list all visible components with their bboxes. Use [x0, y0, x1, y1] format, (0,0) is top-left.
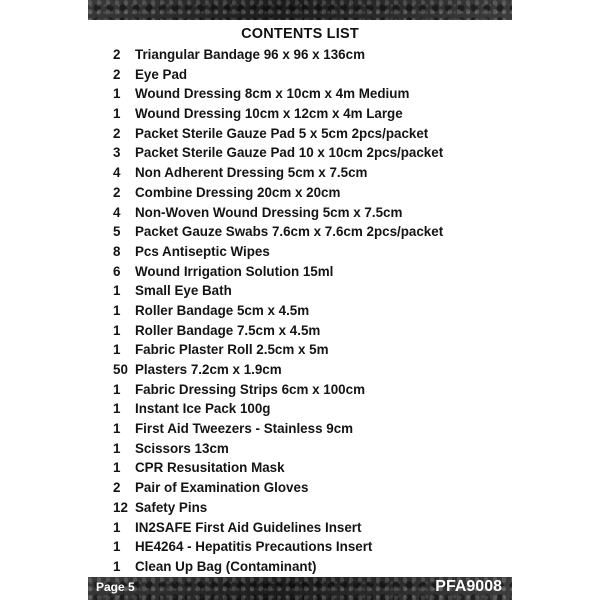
list-item — [113, 498, 503, 518]
item-description: Packet Sterile Gauze Pad 5 x 5cm 2pcs/packet — [135, 125, 429, 141]
item-quantity: 2 — [113, 66, 121, 82]
list-item — [113, 143, 503, 163]
item-quantity: 3 — [113, 145, 121, 161]
item-description: Roller Bandage 5cm x 4.5m — [135, 302, 310, 318]
list-item — [113, 84, 503, 104]
item-quantity: 1 — [113, 322, 121, 338]
item-description: Wound Irrigation Solution 15ml — [135, 263, 334, 279]
item-quantity: 5 — [113, 224, 121, 240]
item-quantity: 1 — [113, 539, 121, 555]
list-item — [113, 380, 503, 400]
item-description: First Aid Tweezers - Stainless 9cm — [135, 421, 354, 437]
item-quantity: 4 — [113, 204, 121, 220]
list-item — [113, 281, 503, 301]
list-item — [113, 360, 503, 380]
item-quantity: 2 — [113, 47, 121, 62]
list-item — [113, 242, 503, 262]
item-description: Scissors 13cm — [135, 440, 229, 456]
item-quantity: 12 — [113, 499, 128, 515]
list-item — [113, 557, 503, 577]
item-quantity: 1 — [113, 302, 121, 318]
item-description: Pair of Examination Gloves — [135, 480, 309, 496]
item-quantity: 1 — [113, 401, 121, 417]
list-item — [113, 65, 503, 85]
list-item — [113, 419, 503, 439]
item-description: Packet Gauze Swabs 7.6cm x 7.6cm 2pcs/packet — [135, 224, 444, 240]
item-description: Small Eye Bath — [135, 283, 232, 299]
item-quantity: 1 — [113, 381, 121, 397]
item-description: Wound Dressing 10cm x 12cm x 4m Large — [135, 106, 403, 122]
item-description: HE4264 - Hepatitis Precautions Insert — [135, 539, 373, 555]
item-quantity: 2 — [113, 184, 121, 200]
item-quantity: 4 — [113, 165, 121, 181]
item-description: Roller Bandage 7.5cm x 4.5m — [135, 322, 321, 338]
item-description: Pcs Antiseptic Wipes — [135, 243, 270, 259]
list-item — [113, 124, 503, 144]
list-item — [113, 321, 503, 341]
list-item — [113, 163, 503, 183]
item-description: Non Adherent Dressing 5cm x 7.5cm — [135, 165, 368, 181]
item-quantity: 1 — [113, 86, 121, 102]
list-item — [113, 478, 503, 498]
item-description: Triangular Bandage 96 x 96 x 136cm — [135, 47, 365, 62]
item-description: Wound Dressing 8cm x 10cm x 4m Medium — [135, 86, 410, 102]
document-page — [88, 0, 512, 600]
contents-list — [113, 45, 503, 577]
list-item — [113, 439, 503, 459]
item-quantity: 50 — [113, 362, 128, 377]
item-quantity: 8 — [113, 243, 121, 259]
item-description: Safety Pins — [135, 499, 208, 515]
item-description: Fabric Dressing Strips 6cm x 100cm — [135, 381, 365, 397]
list-item — [113, 340, 503, 360]
list-item — [113, 537, 503, 557]
item-description: CPR Resusitation Mask — [135, 460, 285, 476]
list-item — [113, 262, 503, 282]
list-item — [113, 203, 503, 223]
item-description: Combine Dressing 20cm x 20cm — [135, 184, 341, 200]
item-quantity: 1 — [113, 421, 121, 437]
item-quantity: 6 — [113, 263, 121, 279]
item-quantity: 1 — [113, 558, 121, 574]
item-quantity: 2 — [113, 480, 121, 496]
list-item — [113, 399, 503, 419]
item-description: Non-Woven Wound Dressing 5cm x 7.5cm — [135, 204, 403, 220]
list-item — [113, 518, 503, 538]
item-description: Packet Sterile Gauze Pad 10 x 10cm 2pcs/packet — [135, 145, 444, 161]
page-number: Page 5 — [96, 580, 135, 594]
list-item — [113, 183, 503, 203]
item-description: Plasters 7.2cm x 1.9cm — [135, 362, 282, 377]
list-item — [113, 301, 503, 321]
item-description: Instant Ice Pack 100g — [135, 401, 271, 417]
item-quantity: 1 — [113, 342, 121, 358]
item-quantity: 1 — [113, 106, 121, 122]
header-texture-band — [88, 0, 512, 20]
item-description: Clean Up Bag (Contaminant) — [135, 558, 317, 574]
page-title: CONTENTS LIST — [241, 26, 359, 42]
item-quantity: 1 — [113, 440, 121, 456]
item-quantity: 2 — [113, 125, 121, 141]
list-item — [113, 222, 503, 242]
list-item — [113, 458, 503, 478]
item-quantity: 1 — [113, 519, 121, 535]
item-quantity: 1 — [113, 460, 121, 476]
item-description: Fabric Plaster Roll 2.5cm x 5m — [135, 342, 329, 358]
item-quantity: 1 — [113, 283, 121, 299]
list-item — [113, 104, 503, 124]
product-code: PFA9008 — [435, 578, 502, 595]
list-item — [113, 45, 503, 65]
item-description: Eye Pad — [135, 66, 188, 82]
item-description: IN2SAFE First Aid Guidelines Insert — [135, 519, 362, 535]
